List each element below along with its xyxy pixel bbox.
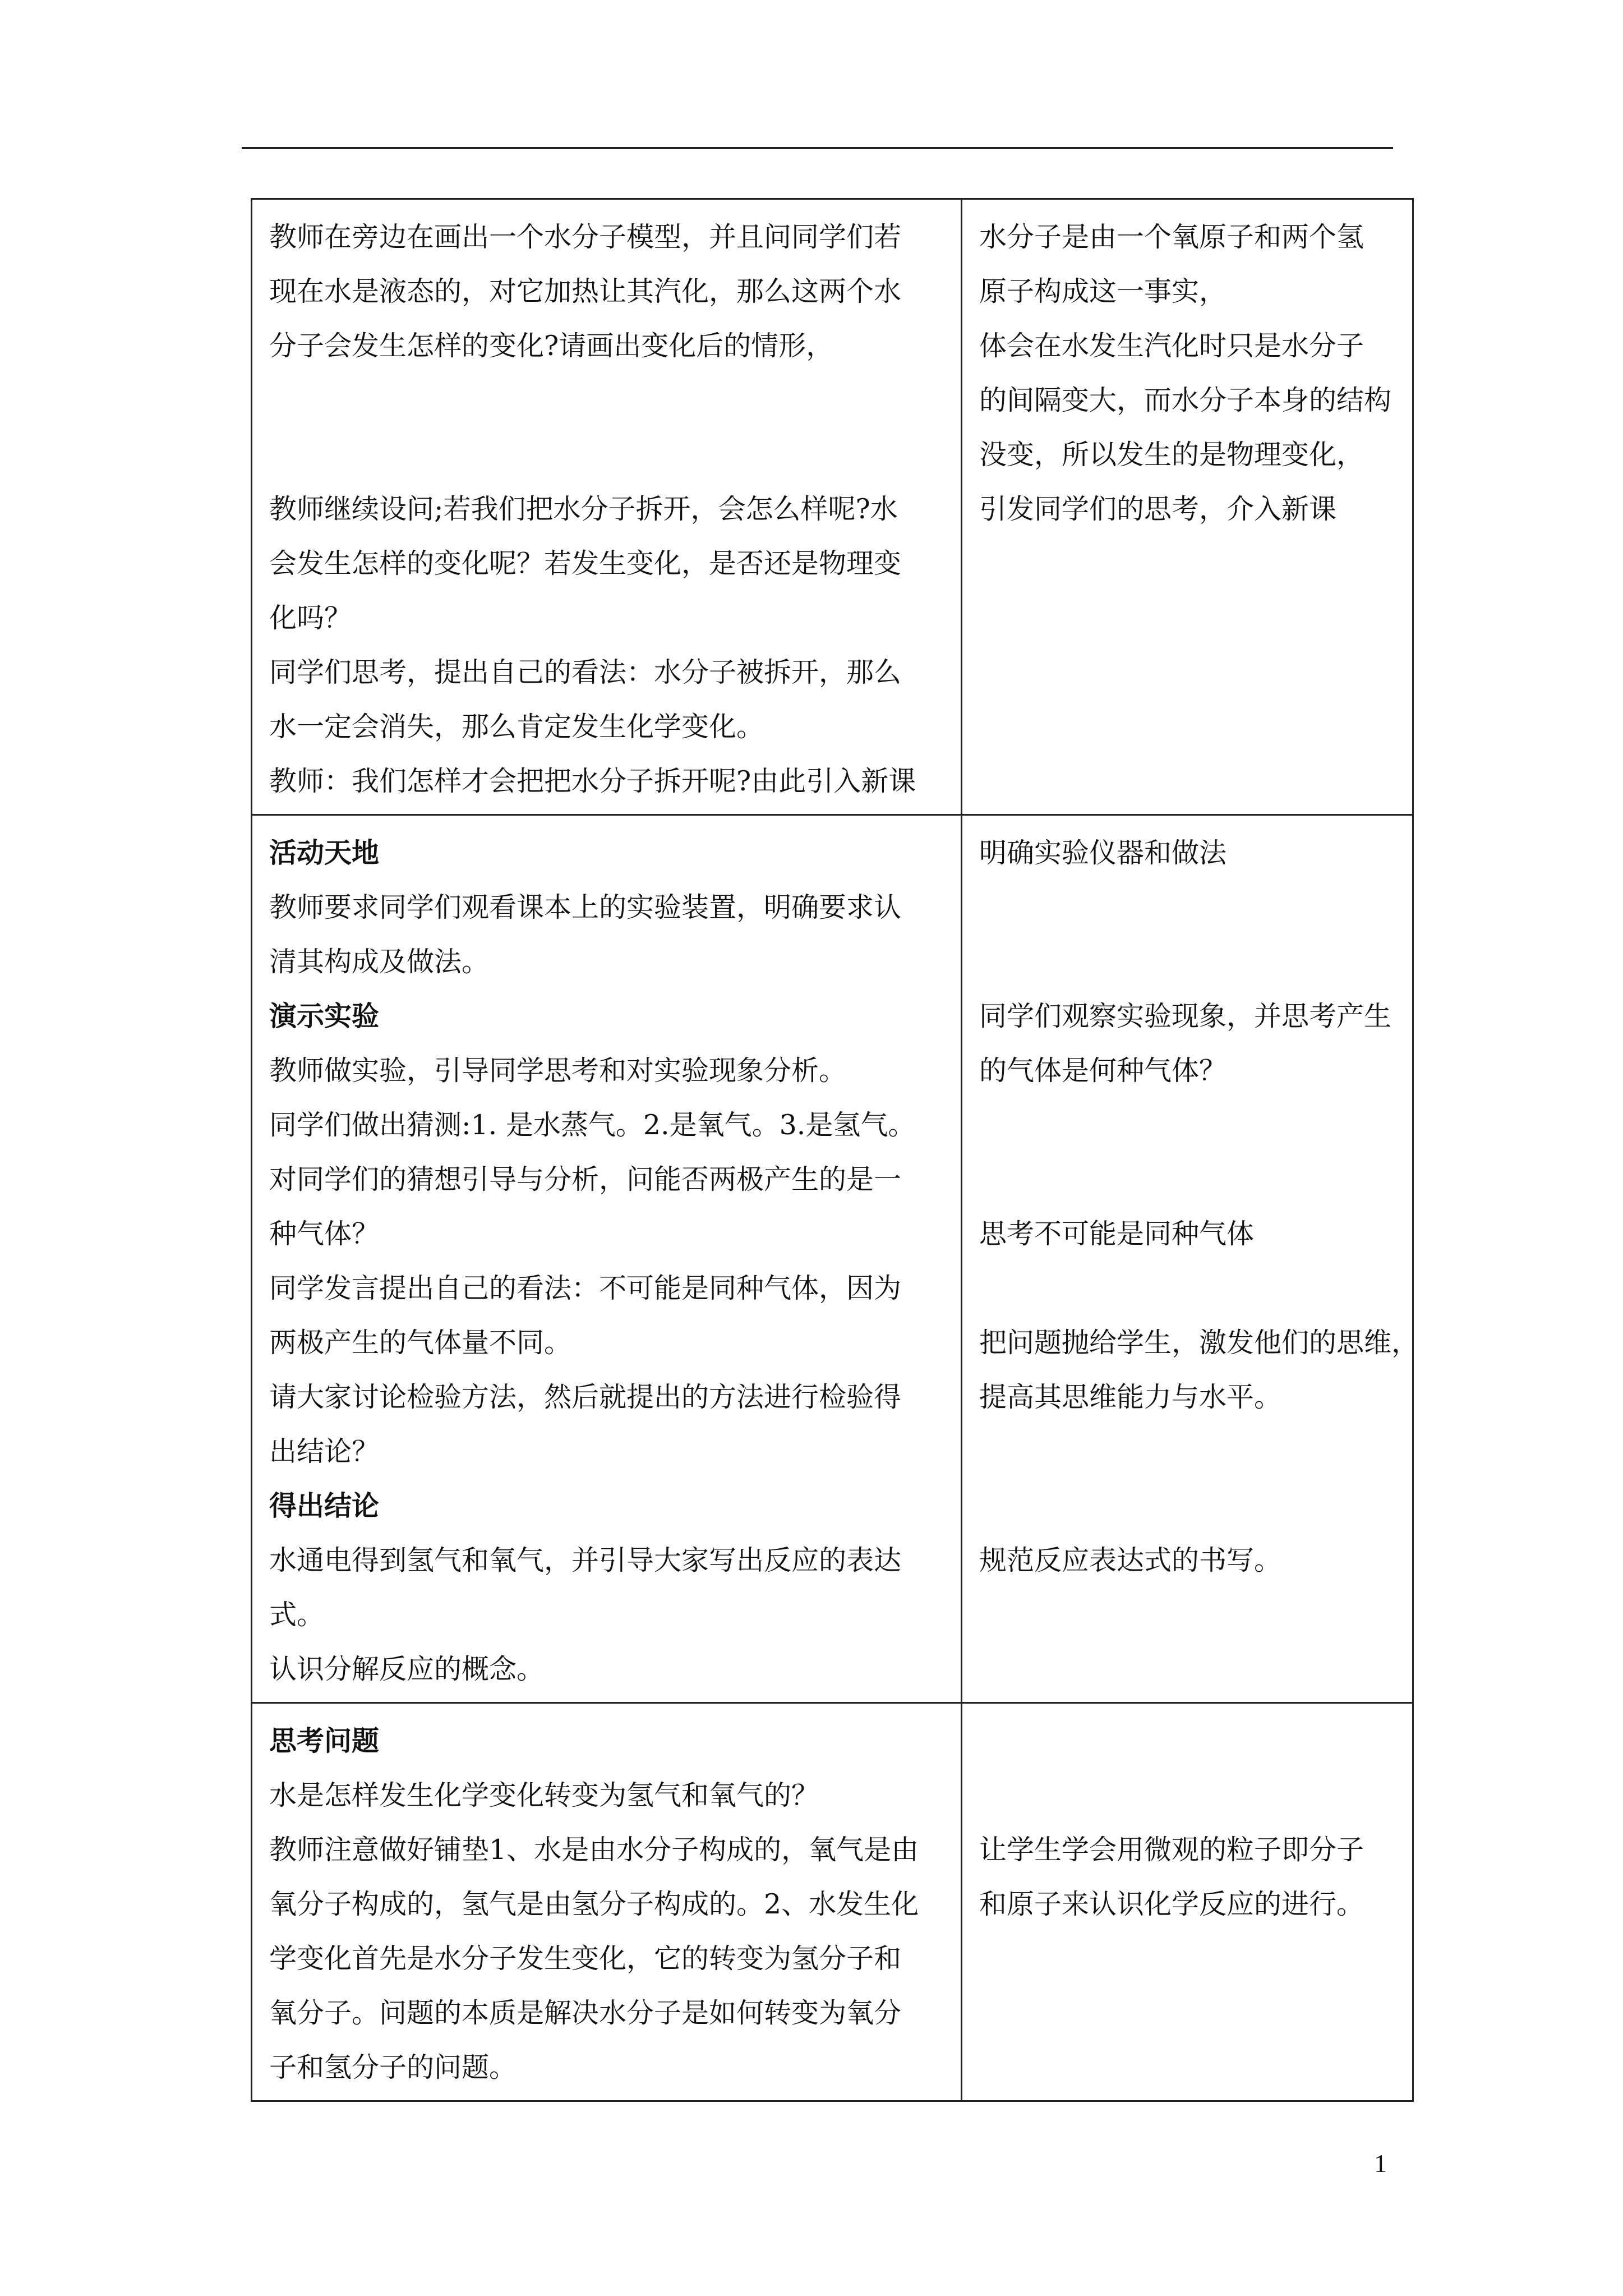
page-number: 1	[1374, 2149, 1387, 2178]
text-line: 现在水是液态的，对它加热让其汽化，那么这两个水	[269, 275, 902, 307]
table-row	[252, 199, 1413, 815]
section-heading: 得出结论	[269, 1489, 380, 1522]
text-line: 规范反应表达式的书写。	[979, 1544, 1282, 1576]
section-heading: 活动天地	[269, 836, 380, 869]
text-line: 明确实验仪器和做法	[979, 837, 1227, 869]
teacher-activity-cell	[252, 815, 962, 1703]
section-heading: 演示实验	[269, 1000, 380, 1032]
text-line: 请大家讨论检验方法，然后就提出的方法进行检验得	[269, 1381, 902, 1413]
lesson-plan-table	[251, 198, 1419, 2102]
text-line: 教师做实验，引导同学思考和对实验现象分析。	[269, 1055, 847, 1087]
spacer	[979, 880, 1395, 989]
text-line: 教师：我们怎样才会把把水分子拆开呢?由此引入新课	[269, 765, 916, 797]
text-line: 清其构成及做法。	[269, 946, 490, 978]
text-line: 思考不可能是同种气体	[979, 1218, 1255, 1250]
text-line: 分子会发生怎样的变化?请画出变化后的情形，	[269, 330, 834, 362]
text-line: 引发同学们的思考，介入新课	[979, 493, 1337, 525]
text-line: 原子构成这一事实，	[979, 275, 1227, 307]
spacer	[269, 373, 944, 482]
text-line: 式。	[269, 1599, 325, 1631]
text-line: 同学们思考，提出自己的看法：水分子被拆开，那么	[269, 656, 902, 688]
text-line: 把问题抛给学生，激发他们的思维，	[979, 1327, 1419, 1359]
spacer	[979, 1261, 1395, 1315]
spacer	[979, 1424, 1395, 1533]
spacer	[979, 1714, 1395, 1823]
text-line: 会发生怎样的变化呢？若发生变化，是否还是物理变	[269, 547, 902, 579]
teacher-activity-cell	[252, 1703, 962, 2101]
text-line: 提高其思维能力与水平。	[979, 1381, 1282, 1413]
text-line: 同学们做出猜测:1. 是水蒸气。2.是氧气。3.是氢气。	[269, 1109, 916, 1141]
text-line: 水一定会消失，那么肯定发生化学变化。	[269, 711, 764, 743]
text-line: 水通电得到氢气和氧气，并引导大家写出反应的表达	[269, 1544, 902, 1576]
spacer	[979, 1098, 1395, 1207]
text-line: 的间隔变大，而水分子本身的结构	[979, 384, 1392, 416]
text-line: 氧分子构成的，氢气是由氢分子构成的。2、水发生化	[269, 1888, 919, 1920]
text-line: 子和氢分子的问题。	[269, 2051, 517, 2083]
text-line: 教师在旁边在画出一个水分子模型，并且问同学们若	[269, 221, 902, 253]
text-line: 同学发言提出自己的看法：不可能是同种气体，因为	[269, 1272, 902, 1304]
student-activity-cell	[962, 199, 1413, 815]
text-line: 水分子是由一个氧原子和两个氢	[979, 221, 1364, 253]
text-line: 化吗？	[269, 602, 352, 634]
text-line: 和原子来认识化学反应的进行。	[979, 1888, 1364, 1920]
text-line: 水是怎样发生化学变化转变为氢气和氧气的？	[269, 1779, 819, 1811]
text-line: 的气体是何种气体？	[979, 1055, 1227, 1087]
text-line: 教师注意做好铺垫1、水是由水分子构成的，氧气是由	[269, 1834, 919, 1866]
header-rule	[242, 147, 1393, 149]
table-row	[252, 1703, 1413, 2101]
text-line: 教师要求同学们观看课本上的实验装置，明确要求认	[269, 891, 902, 923]
text-line: 教师继续设问;若我们把水分子拆开，会怎么样呢?水	[269, 493, 898, 525]
text-line: 对同学们的猜想引导与分析，问能否两极产生的是一	[269, 1163, 902, 1195]
section-heading: 思考问题	[269, 1724, 380, 1757]
text-line: 没变，所以发生的是物理变化，	[979, 439, 1364, 471]
teacher-activity-cell	[252, 199, 962, 815]
text-line: 出结论？	[269, 1435, 380, 1467]
text-line: 让学生学会用微观的粒子即分子	[979, 1834, 1364, 1866]
text-line: 学变化首先是水分子发生变化，它的转变为氢分子和	[269, 1943, 902, 1975]
text-line: 两极产生的气体量不同。	[269, 1327, 572, 1359]
text-line: 种气体？	[269, 1218, 380, 1250]
text-line: 氧分子。问题的本质是解决水分子是如何转变为氧分	[269, 1997, 902, 2029]
text-line: 认识分解反应的概念。	[269, 1653, 545, 1685]
student-activity-cell	[962, 815, 1419, 1703]
text-line: 体会在水发生汽化时只是水分子	[979, 330, 1364, 362]
table-row	[252, 815, 1413, 1703]
text-line: 同学们观察实验现象，并思考产生	[979, 1000, 1392, 1032]
student-activity-cell	[962, 1703, 1413, 2101]
